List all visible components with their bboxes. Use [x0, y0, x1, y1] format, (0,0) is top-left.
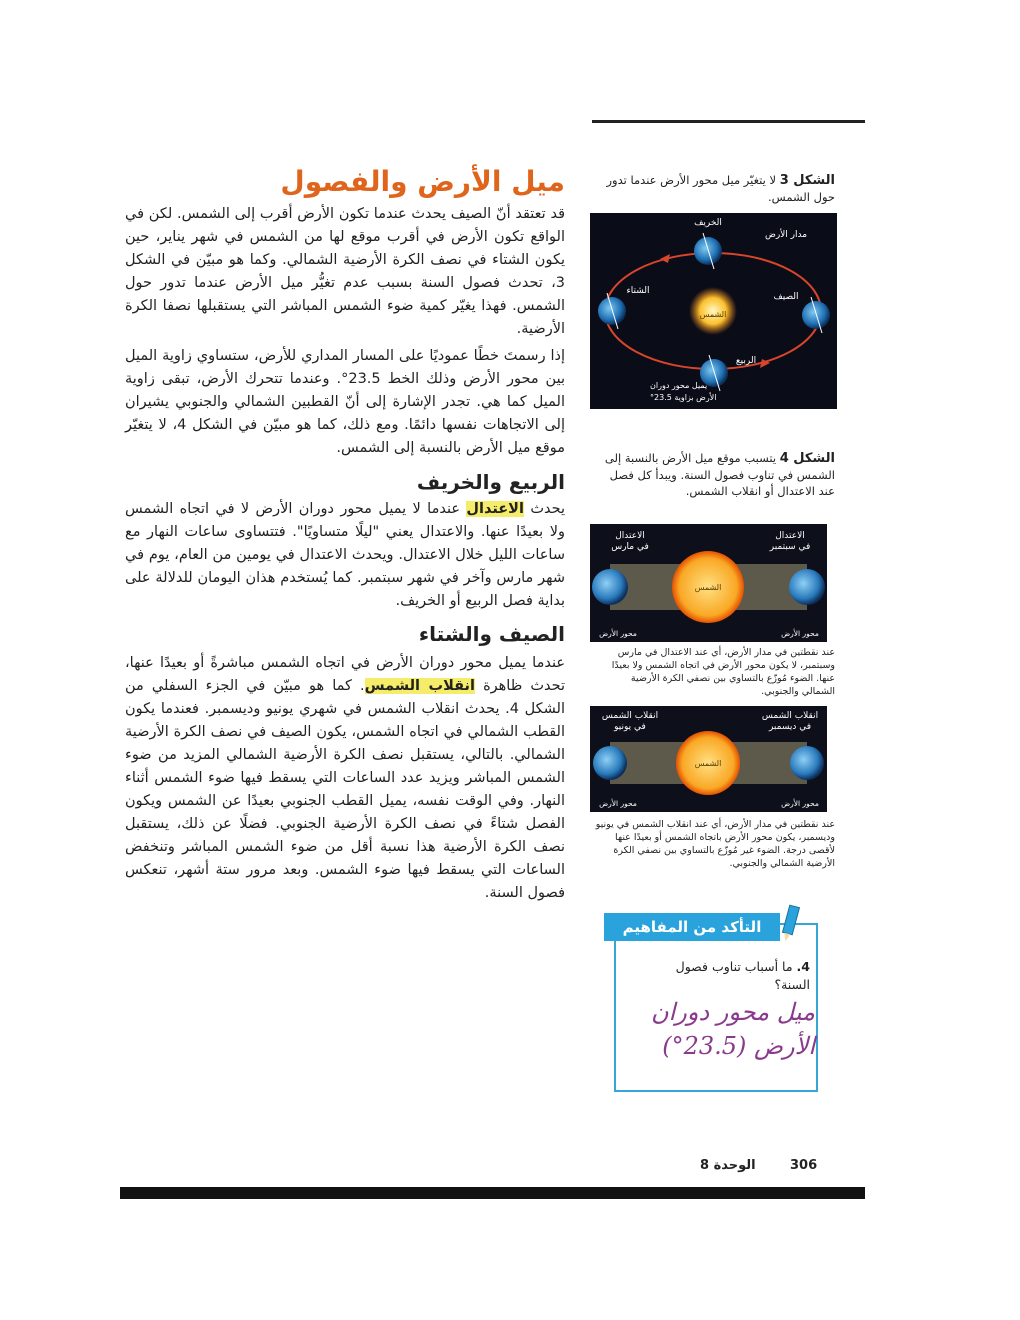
- label-winter: الشتاء: [626, 286, 650, 296]
- earth-top: [694, 233, 722, 269]
- equinox-left-label-1: الاعتدال: [615, 531, 645, 541]
- bottom-rule: [120, 1187, 865, 1199]
- equinox-diagram: [590, 524, 827, 642]
- label-tilt-1: يميل محور دوران: [650, 381, 708, 390]
- solstice-left-label-2: في يونيو: [614, 722, 646, 732]
- equinox-caption: عند نقطتين في مدار الأرض، أي عند الاعتدال في مارس وسبتمبر، لا يكون محور الأرض في اتجاه الشمس ولا بعيدًا عنها. الضوء مُوزّع بالتساوي بين نصفي الكرة الأرضية الشمالي والجنوبي.: [611, 647, 835, 697]
- label-orbit: مدار الأرض: [764, 230, 808, 240]
- paragraph-solstice: [125, 652, 565, 905]
- label-sun: الشمس: [699, 310, 727, 319]
- solstice-right-label-1: انقلاب الشمس: [761, 711, 819, 721]
- equinox-left-label-2: في مارس: [611, 542, 649, 552]
- figure4-label: الشكل 4: [779, 451, 835, 466]
- equinox-axis-right: محور الأرض: [781, 629, 819, 638]
- pencil-icon: [780, 904, 802, 944]
- label-autumn: الخريف: [694, 218, 722, 228]
- solstice-axis-right: محور الأرض: [781, 799, 819, 808]
- figure4-text: يتسبب موقع ميل الأرض بالنسبة إلى الشمس في تناوب فصول السنة. ويبدأ كل فصل عند الاعتدال أو انقلاب الشمس.: [604, 451, 835, 498]
- label-spring: الربيع: [735, 356, 757, 366]
- heading-summer-winter: الصيف والشتاء: [418, 622, 565, 646]
- page-number: 306: [790, 1158, 818, 1173]
- solstice-earth-left: [593, 746, 627, 780]
- equinox-after: عندما لا يميل محور دوران الأرض لا في اتجاه الشمس ولا بعيدًا عنها. والاعتدال يعني "ليلًا متساويًا". فتتساوى ساعات النهار مع ساعات الليل خلال الاعتدال. ويحدث الاعتدال في يومين من العام، يوم في شهر مارس وآخر في شهر سبتمبر. كما يُستخدم هذان اليومان للدلالة على بداية فصل الربيع أو الخريف.: [125, 501, 565, 609]
- figure4-caption: [595, 450, 835, 499]
- concept-question: [645, 958, 810, 994]
- label-tilt-2: الأرض بزاوية 23.5°: [650, 393, 717, 402]
- question-number: 4.: [796, 959, 810, 974]
- paragraph-equinox: [125, 498, 565, 613]
- solstice-sun-label: الشمس: [694, 759, 722, 768]
- equinox-right-label-2: في سبتمبر: [769, 542, 811, 552]
- earth-left: [598, 293, 626, 329]
- top-rule: [592, 120, 865, 123]
- unit-label: الوحدة 8: [700, 1158, 756, 1173]
- solstice-earth-right: [790, 746, 824, 780]
- term-solstice: انقلاب الشمس: [364, 678, 475, 694]
- equinox-earth-right: [789, 569, 825, 605]
- heading-spring-autumn: الربيع والخريف: [416, 470, 565, 494]
- figure3-orbit-diagram: [590, 213, 837, 409]
- equinox-before: يحدث: [530, 501, 566, 517]
- solstice-left-label-1: انقلاب الشمس: [601, 711, 659, 721]
- equinox-sun-label: الشمس: [694, 583, 722, 592]
- solstice-diagram: [590, 706, 827, 812]
- solstice-after: . كما هو مبيّن في الجزء السفلي من الشكل 4. يحدث انقلاب الشمس في شهري يونيو وديسمبر. فعندما يكون القطب الشمالي في اتجاه الشمس، يكون الصيف في نصف الكرة الأرضية الشمالي. بالتالي، يستقبل نصف الكرة الأرضية الشمالي المزيد من ضوء الشمس المباشر ويزيد عدد الساعات التي يسقط فيها ضوء الشمس أثناء النهار. وفي الوقت نفسه، يميل القطب الجنوبي بعيدًا عن الشمس ويكون الفصل شتاءً في نصف الكرة الأرضية الجنوبي. فضلًا عن ذلك، يستقبل نصف الكرة الأرضية هذا نسبة أقل من ضوء الشمس المباشر وتنخفض الساعات التي يسقط فيها ضوء الشمس. وبعد مرور ستة أشهر، تنعكس فصول السنة.: [125, 678, 565, 901]
- solstice-before: عندما يميل محور دوران الأرض في اتجاه الشمس مباشرةً أو بعيدًا عنها، تحدث ظاهرة: [125, 655, 566, 694]
- figure3-label: الشكل 3: [779, 173, 835, 188]
- term-equinox: الاعتدال: [466, 501, 524, 517]
- paragraph-tilt: إذا رسمتَ خطًا عموديًا على المسار المداري للأرض، ستساوي زاوية الميل بين محور الأرض وذلك الخط 23.5°. وعندما تتحرك الأرض، تبقى زاوية الميل كما هي. تجدر الإشارة إلى أنّ القطبين الشمالي والجنوبي يشيران إلى الاتجاهات نفسها دائمًا. ومع ذلك، كما هو مبيّن في الشكل 4، لا يتغيّر موقع ميل الأرض بالنسبة إلى الشمس.: [125, 348, 565, 456]
- paragraph-intro: قد تعتقد أنّ الصيف يحدث عندما تكون الأرض أقرب إلى الشمس. لكن في الواقع تكون الأرض في أقرب موقع لها من الشمس في شهر يناير، حين يكون الشتاء في نصف الكرة الأرضية الشمالي. وكما هو مبيّن في الشكل 3، تحدث فصول السنة بسبب عدم تغيُّر ميل الأرض عندما تدور حول الشمس. فهذا يغيّر كمية ضوء الشمس المباشر التي يستقبلها نصفا الكرة الأرضية.: [125, 206, 565, 337]
- equinox-axis-left: محور الأرض: [599, 629, 637, 638]
- handwritten-answer-line-1: ميل محور دوران: [650, 998, 815, 1026]
- solstice-caption: عند نقطتين في مدار الأرض، أي عند انقلاب الشمس في يونيو وديسمبر، يكون محور الأرض باتجاه الشمس أو بعيدًا عنها لأقصى درجة. الضوء غير مُوزّع بالتساوي بين نصفي الكرة الأرضية الشمالي والجنوبي.: [595, 819, 835, 869]
- equinox-right-label-1: الاعتدال: [775, 531, 805, 541]
- question-text: ما أسباب تناوب فصول السنة؟: [675, 959, 810, 992]
- figure3-text: لا يتغيّر ميل محور الأرض عندما تدور حول الشمس.: [606, 173, 835, 204]
- solstice-right-label-2: في ديسمبر: [768, 722, 812, 732]
- page-title: ميل الأرض والفصول: [280, 165, 565, 198]
- equinox-earth-left: [592, 569, 628, 605]
- concept-check-title: التأكد من المفاهيم الأساسية: [604, 913, 780, 941]
- solstice-axis-left: محور الأرض: [599, 799, 637, 808]
- figure3-caption: [595, 172, 835, 205]
- handwritten-answer-line-2: الأرض (23.5°): [662, 1032, 815, 1060]
- earth-right: [802, 297, 830, 333]
- label-summer: الصيف: [773, 292, 799, 302]
